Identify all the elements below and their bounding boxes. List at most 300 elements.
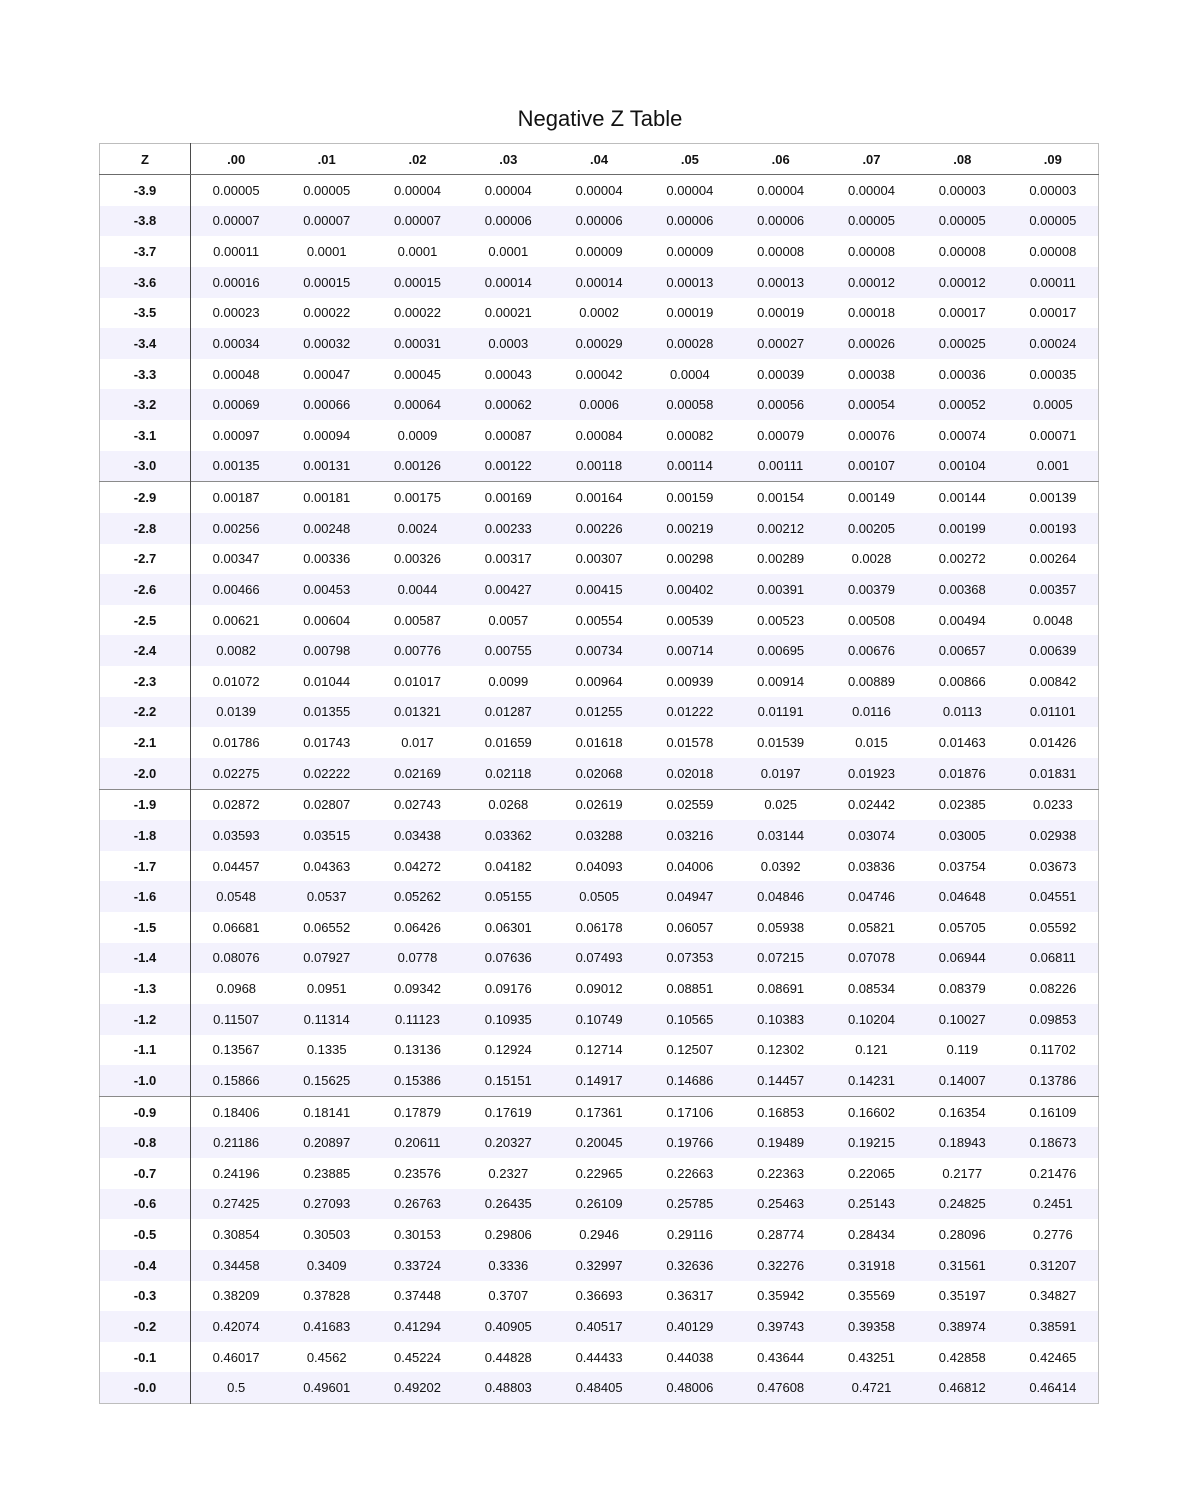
z-value-cell: -2.6 [100,574,191,605]
column-header: .06 [735,144,826,175]
probability-cell: 0.26763 [393,1196,441,1212]
probability-cell: 0.07353 [666,950,714,966]
probability-cell: 0.017 [401,735,434,751]
table-row [100,298,1099,329]
probability-cell: 0.13136 [393,1042,441,1058]
probability-cell: 0.21476 [1029,1165,1077,1181]
z-value-cell: -3.9 [100,175,191,206]
probability-cell: 0.04846 [757,889,805,905]
probability-cell: 0.11314 [303,1011,350,1027]
probability-cell: 0.46017 [212,1349,260,1365]
probability-cell: 0.43644 [757,1349,805,1365]
probability-cell: 0.33724 [393,1257,441,1273]
probability-cell: 0.11123 [394,1011,441,1027]
probability-cell: 0.0233 [1008,789,1099,820]
probability-cell: 0.00842 [1029,673,1077,689]
probability-cell: 0.00052 [938,397,986,413]
table-row [100,851,1099,882]
probability-cell: 0.00027 [757,335,805,351]
probability-cell: 0.40905 [484,1318,532,1334]
probability-cell: 0.42074 [212,1318,260,1334]
probability-cell: 0.00008 [847,244,895,260]
probability-cell: 0.00018 [847,305,895,321]
probability-cell: 0.00006 [484,213,532,229]
probability-cell: 0.22363 [757,1165,805,1181]
z-value-cell: -0.6 [100,1189,191,1220]
probability-cell: 0.32276 [757,1257,805,1273]
z-value-cell: -1.6 [100,881,191,912]
probability-cell: 0.00154 [735,482,826,513]
probability-cell: 0.00062 [484,397,532,413]
probability-cell: 0.00071 [1029,427,1077,443]
probability-cell: 0.11507 [213,1011,260,1027]
probability-cell: 0.15386 [393,1072,441,1088]
probability-cell: 0.00175 [372,482,463,513]
probability-cell: 0.00118 [576,458,623,474]
probability-cell: 0.28774 [757,1227,805,1243]
probability-cell: 0.07215 [757,950,805,966]
probability-cell: 0.00097 [212,427,260,443]
z-value-cell: -2.3 [100,666,191,697]
probability-cell: 0.00453 [303,581,351,597]
probability-cell: 0.21186 [213,1135,260,1151]
probability-cell: 0.00317 [484,551,532,567]
probability-cell: 0.00043 [484,366,532,382]
table-row [100,1127,1099,1158]
probability-cell: 0.00233 [484,520,532,536]
probability-cell: 0.00069 [212,397,260,413]
probability-cell: 0.38974 [938,1318,986,1334]
probability-cell: 0.12714 [575,1042,623,1058]
probability-cell: 0.0028 [851,551,892,567]
probability-cell: 0.3707 [488,1288,529,1304]
probability-cell: 0.00048 [212,366,260,382]
table-row [100,727,1099,758]
probability-cell: 0.32636 [666,1257,714,1273]
probability-cell: 0.00205 [847,520,895,536]
z-value-cell: -2.8 [100,513,191,544]
probability-cell: 0.06178 [575,919,623,935]
table-row [100,820,1099,851]
probability-cell: 0.4721 [851,1380,892,1396]
probability-cell: 0.00021 [484,305,532,321]
probability-cell: 0.49202 [393,1380,441,1396]
probability-cell: 0.09012 [575,981,623,997]
probability-cell: 0.06301 [484,919,532,935]
probability-cell: 0.00006 [666,213,714,229]
table-row [100,328,1099,359]
probability-cell: 0.0116 [852,704,891,720]
column-header: .01 [281,144,372,175]
probability-cell: 0.00084 [575,427,623,443]
probability-cell: 0.03144 [757,827,805,843]
probability-cell: 0.34827 [1029,1288,1077,1304]
z-value-cell: -2.5 [100,605,191,636]
z-value-cell: -0.3 [100,1281,191,1312]
z-value-cell: -2.9 [100,482,191,513]
probability-cell: 0.23576 [393,1165,441,1181]
table-row [100,574,1099,605]
probability-cell: 0.00011 [1029,274,1076,290]
probability-cell: 0.00045 [393,366,441,382]
probability-cell: 0.00008 [1029,244,1077,260]
probability-cell: 0.03593 [212,827,260,843]
probability-cell: 0.00004 [575,182,623,198]
probability-cell: 0.00007 [303,213,351,229]
probability-cell: 0.20327 [484,1135,532,1151]
probability-cell: 0.02169 [393,765,441,781]
table-row [100,513,1099,544]
z-value-cell: -2.2 [100,697,191,728]
probability-cell: 0.27425 [212,1196,260,1212]
probability-cell: 0.13567 [212,1042,260,1058]
probability-cell: 0.01876 [938,765,986,781]
table-row [100,420,1099,451]
table-row [100,1158,1099,1189]
probability-cell: 0.00181 [281,482,372,513]
probability-cell: 0.00003 [1029,182,1077,198]
probability-cell: 0.01578 [666,735,714,751]
probability-cell: 0.00038 [847,366,895,382]
probability-cell: 0.00193 [1029,520,1077,536]
probability-cell: 0.44433 [575,1349,623,1365]
probability-cell: 0.06426 [393,919,441,935]
probability-cell: 0.00676 [847,643,895,659]
table-row [100,236,1099,267]
probability-cell: 0.00005 [303,182,351,198]
table-row [100,1065,1099,1096]
probability-cell: 0.00734 [575,643,623,659]
probability-cell: 0.00076 [847,427,895,443]
probability-cell: 0.47608 [757,1380,805,1396]
probability-cell: 0.00144 [917,482,1008,513]
probability-cell: 0.03288 [575,827,623,843]
z-value-cell: -0.9 [100,1096,191,1127]
probability-cell: 0.00776 [393,643,441,659]
column-header: .04 [554,144,645,175]
probability-cell: 0.48405 [575,1380,623,1396]
probability-cell: 0.4562 [306,1349,347,1365]
probability-cell: 0.00016 [212,274,260,290]
probability-cell: 0.38209 [212,1288,260,1304]
probability-cell: 0.00164 [554,482,645,513]
probability-cell: 0.001 [1036,458,1070,474]
probability-cell: 0.08379 [938,981,986,997]
probability-cell: 0.00135 [212,458,260,474]
probability-cell: 0.03362 [484,827,532,843]
probability-cell: 0.01017 [393,673,441,689]
probability-cell: 0.13786 [1029,1072,1077,1088]
probability-cell: 0.03438 [393,827,441,843]
probability-cell: 0.28096 [938,1227,986,1243]
probability-cell: 0.00009 [575,244,623,260]
probability-cell: 0.00466 [212,581,260,597]
probability-cell: 0.0057 [488,612,529,628]
probability-cell: 0.14007 [938,1072,986,1088]
table-row [100,1035,1099,1066]
probability-cell: 0.00391 [757,581,805,597]
table-header [100,144,1099,175]
probability-cell: 0.03005 [938,827,986,843]
probability-cell: 0.10749 [575,1011,623,1027]
probability-cell: 0.09853 [1029,1011,1077,1027]
probability-cell: 0.00122 [484,458,532,474]
probability-cell: 0.00139 [1008,482,1099,513]
probability-cell: 0.02442 [826,789,917,820]
probability-cell: 0.05262 [393,889,441,905]
probability-cell: 0.00005 [212,182,260,198]
probability-cell: 0.0048 [1032,612,1073,628]
probability-cell: 0.00047 [303,366,351,382]
probability-cell: 0.14457 [757,1072,805,1088]
probability-cell: 0.00035 [1029,366,1077,382]
probability-cell: 0.00368 [938,581,986,597]
probability-cell: 0.00415 [575,581,623,597]
probability-cell: 0.43251 [847,1349,895,1365]
probability-cell: 0.41683 [303,1318,351,1334]
probability-cell: 0.05705 [938,919,986,935]
probability-cell: 0.00011 [213,244,260,260]
probability-cell: 0.41294 [393,1318,441,1334]
probability-cell: 0.39743 [757,1318,805,1334]
probability-cell: 0.00219 [666,520,714,536]
column-header-z: Z [100,144,191,175]
table-row [100,206,1099,237]
probability-cell: 0.04457 [212,858,260,874]
probability-cell: 0.0197 [760,765,801,781]
probability-cell: 0.02275 [212,765,260,781]
probability-cell: 0.37448 [393,1288,441,1304]
z-value-cell: -2.1 [100,727,191,758]
z-value-cell: -1.5 [100,912,191,943]
probability-cell: 0.02872 [191,789,282,820]
probability-cell: 0.00087 [484,427,532,443]
probability-cell: 0.00104 [938,458,986,474]
probability-cell: 0.05938 [757,919,805,935]
probability-cell: 0.00022 [393,305,441,321]
probability-cell: 0.00032 [303,335,351,351]
probability-cell: 0.04093 [575,858,623,874]
probability-cell: 0.14231 [847,1072,895,1088]
table-row [100,789,1099,820]
probability-cell: 0.00054 [847,397,895,413]
probability-cell: 0.0024 [397,520,438,536]
probability-cell: 0.0002 [579,305,619,321]
probability-cell: 0.00695 [757,643,805,659]
table-row [100,1004,1099,1035]
probability-cell: 0.07493 [575,950,623,966]
probability-cell: 0.16109 [1008,1096,1099,1127]
probability-cell: 0.0003 [488,335,529,351]
probability-cell: 0.0001 [397,244,438,260]
table-row [100,912,1099,943]
probability-cell: 0.01287 [484,704,532,720]
table-row [100,1281,1099,1312]
probability-cell: 0.00025 [938,335,986,351]
probability-cell: 0.01923 [847,765,895,781]
probability-cell: 0.38591 [1029,1318,1077,1334]
probability-cell: 0.01255 [575,704,623,720]
probability-cell: 0.10565 [666,1011,714,1027]
probability-cell: 0.07078 [847,950,895,966]
probability-cell: 0.00019 [757,305,805,321]
z-value-cell: -3.4 [100,328,191,359]
probability-cell: 0.26435 [484,1196,532,1212]
probability-cell: 0.30153 [393,1227,441,1243]
probability-cell: 0.29116 [666,1227,713,1243]
probability-cell: 0.42858 [938,1349,986,1365]
probability-cell: 0.02385 [917,789,1008,820]
probability-cell: 0.01659 [484,735,532,751]
probability-cell: 0.00427 [484,581,532,597]
probability-cell: 0.18141 [281,1096,372,1127]
probability-cell: 0.34458 [212,1257,260,1273]
z-value-cell: -1.4 [100,943,191,974]
probability-cell: 0.00042 [575,366,623,382]
probability-cell: 0.00326 [393,551,441,567]
probability-cell: 0.00714 [666,643,714,659]
probability-cell: 0.05821 [847,919,895,935]
probability-cell: 0.01191 [757,704,804,720]
probability-cell: 0.00013 [757,274,805,290]
probability-cell: 0.0139 [216,704,257,720]
probability-cell: 0.5 [227,1380,246,1396]
probability-cell: 0.07636 [484,950,532,966]
probability-cell: 0.3336 [488,1257,529,1273]
probability-cell: 0.27093 [303,1196,351,1212]
probability-cell: 0.04551 [1029,889,1077,905]
probability-cell: 0.02068 [575,765,623,781]
probability-cell: 0.00248 [303,520,351,536]
probability-cell: 0.03216 [666,827,714,843]
probability-cell: 0.28434 [847,1227,895,1243]
probability-cell: 0.00005 [938,213,986,229]
probability-cell: 0.00003 [938,182,986,198]
probability-cell: 0.03515 [303,827,351,843]
probability-cell: 0.00131 [303,458,351,474]
probability-cell: 0.00007 [212,213,260,229]
probability-cell: 0.37828 [303,1288,351,1304]
probability-cell: 0.18943 [938,1135,986,1151]
probability-cell: 0.04746 [847,889,895,905]
probability-cell: 0.00508 [847,612,895,628]
probability-cell: 0.16354 [917,1096,1008,1127]
probability-cell: 0.09342 [393,981,441,997]
table-row [100,605,1099,636]
probability-cell: 0.00539 [666,612,714,628]
probability-cell: 0.0009 [397,427,438,443]
probability-cell: 0.01101 [1029,704,1076,720]
column-header: .03 [463,144,554,175]
z-value-cell: -3.7 [100,236,191,267]
table-row [100,697,1099,728]
z-value-cell: -1.2 [100,1004,191,1035]
probability-cell: 0.20611 [394,1135,441,1151]
column-header: .02 [372,144,463,175]
table-row [100,1311,1099,1342]
probability-cell: 0.00347 [212,551,260,567]
probability-cell: 0.0548 [216,889,257,905]
page-title: Negative Z Table [517,106,683,131]
probability-cell: 0.00005 [1029,213,1077,229]
probability-cell: 0.00272 [938,551,986,567]
probability-cell: 0.01355 [303,704,351,720]
probability-cell: 0.15866 [212,1072,260,1088]
probability-cell: 0.00082 [666,427,714,443]
table-row [100,175,1099,206]
probability-cell: 0.00755 [484,643,532,659]
z-value-cell: -3.1 [100,420,191,451]
probability-cell: 0.00007 [393,213,441,229]
probability-cell: 0.02118 [485,765,532,781]
probability-cell: 0.0005 [1032,397,1073,413]
probability-cell: 0.02807 [281,789,372,820]
probability-cell: 0.0951 [306,981,347,997]
table-row [100,544,1099,575]
z-value-cell: -2.0 [100,758,191,789]
probability-cell: 0.0004 [670,366,710,382]
probability-cell: 0.17106 [644,1096,735,1127]
probability-cell: 0.119 [946,1042,979,1058]
table-row [100,758,1099,789]
probability-cell: 0.0537 [306,889,347,905]
probability-cell: 0.00149 [826,482,917,513]
probability-cell: 0.00964 [575,673,623,689]
probability-cell: 0.19489 [757,1135,805,1151]
probability-cell: 0.01786 [212,735,260,751]
probability-cell: 0.48803 [484,1380,532,1396]
probability-cell: 0.44038 [666,1349,714,1365]
probability-cell: 0.0392 [760,858,801,874]
probability-cell: 0.16853 [735,1096,826,1127]
probability-cell: 0.00939 [666,673,714,689]
probability-cell: 0.04363 [303,858,351,874]
probability-cell: 0.00008 [938,244,986,260]
probability-cell: 0.06681 [212,919,260,935]
probability-cell: 0.01539 [757,735,805,751]
probability-cell: 0.01072 [212,673,260,689]
probability-cell: 0.00058 [666,397,714,413]
probability-cell: 0.00022 [303,305,351,321]
probability-cell: 0.05592 [1029,919,1077,935]
probability-cell: 0.24825 [938,1196,986,1212]
probability-cell: 0.0113 [942,704,982,720]
probability-cell: 0.08226 [1029,981,1077,997]
z-value-cell: -0.2 [100,1311,191,1342]
probability-cell: 0.22965 [575,1165,623,1181]
probability-cell: 0.0006 [579,397,619,413]
probability-cell: 0.00006 [757,213,805,229]
probability-cell: 0.00187 [191,482,282,513]
probability-cell: 0.2451 [1032,1196,1073,1212]
probability-cell: 0.06552 [303,919,351,935]
column-header: .05 [644,144,735,175]
probability-cell: 0.0268 [463,789,554,820]
probability-cell: 0.42465 [1029,1349,1077,1365]
z-table [99,143,1099,1404]
probability-cell: 0.14686 [666,1072,714,1088]
probability-cell: 0.35569 [847,1288,895,1304]
probability-cell: 0.0778 [397,950,438,966]
table-row [100,666,1099,697]
probability-cell: 0.00066 [303,397,351,413]
probability-cell: 0.35197 [938,1288,986,1304]
probability-cell: 0.2776 [1032,1227,1073,1243]
probability-cell: 0.00226 [575,520,623,536]
probability-cell: 0.14917 [575,1072,623,1088]
probability-cell: 0.48006 [666,1380,714,1396]
table-row [100,1372,1099,1403]
